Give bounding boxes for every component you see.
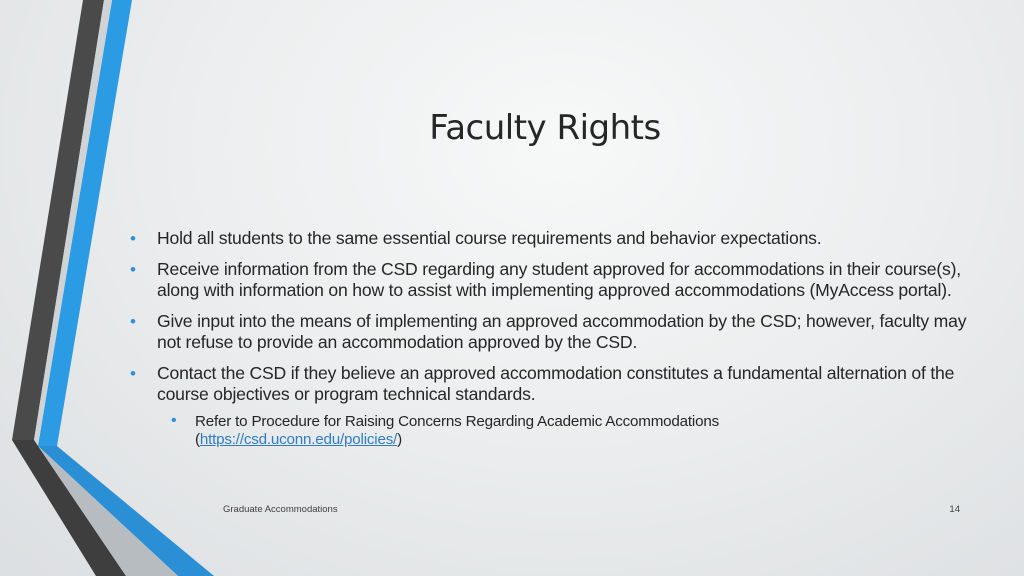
bullet-text: Hold all students to the same essential course requirements and behavior expectations. — [157, 228, 822, 248]
close-paren: ) — [397, 431, 402, 448]
sub-bullet-icon: • — [171, 412, 177, 429]
policies-link[interactable]: https://csd.uconn.edu/policies/ — [199, 431, 398, 448]
bullet-icon: • — [130, 312, 136, 331]
bullet-text: Give input into the means of implementing an approved accommodation by the CSD; however, faculty may not refuse to provide an accommodation approved by the CSD. — [157, 311, 967, 352]
bullet-list — [130, 228, 970, 459]
list-item — [130, 228, 970, 249]
bullet-text: Receive information from the CSD regarding any student approved for accommodations in their course(s), along with information on how to assist with implementing approved accommodations (MyAccess portal). — [157, 259, 961, 300]
sub-list-item — [157, 413, 970, 449]
bullet-icon: • — [130, 364, 136, 383]
page-number: 14 — [949, 504, 960, 515]
bullet-icon: • — [130, 229, 136, 248]
bullet-text: Contact the CSD if they believe an approved accommodation constitutes a fundamental alternation of the course objectives or program technical standards. — [157, 363, 955, 404]
open-paren: ( — [195, 431, 200, 448]
slide-title: Faculty Rights — [429, 108, 661, 148]
sub-bullet-text: Refer to Procedure for Raising Concerns Regarding Academic Accommodations — [195, 413, 719, 430]
footer-text: Graduate Accommodations — [223, 504, 338, 515]
list-item — [130, 363, 970, 449]
bullet-icon: • — [130, 260, 136, 279]
sub-bullet-list — [157, 413, 970, 449]
list-item — [130, 311, 970, 353]
list-item — [130, 259, 970, 301]
